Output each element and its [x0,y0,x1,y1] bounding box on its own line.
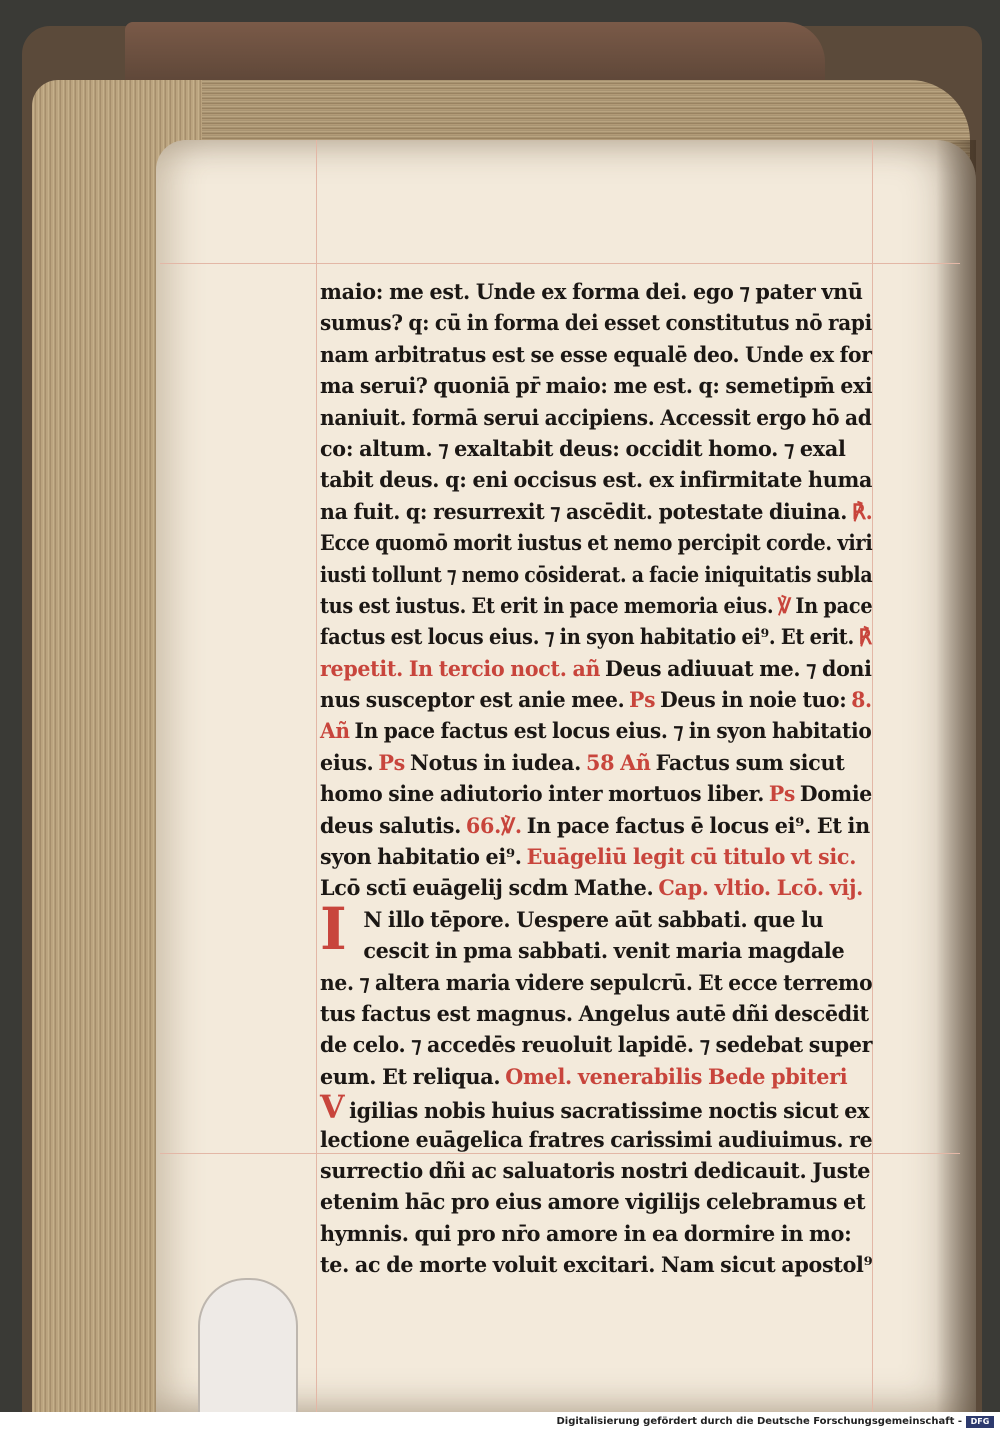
rubric-text: ℟. [851,498,873,524]
text-line [320,653,872,684]
text-line [320,621,872,652]
body-text: naniuit. formā serui accipiens. Accessit ergo hō ad [320,404,872,430]
body-text: Deus adiuuat me. ⁊ doni [605,655,872,681]
body-text: N illo tēpore. Uespere aūt sabbati. que lu [363,906,824,932]
text-line [320,715,872,746]
text-line [320,935,872,966]
body-text: homo sine adiutorio inter mortuos liber. [320,781,765,807]
gutter-shadow [936,140,976,1412]
body-text: ne. ⁊ altera maria videre sepulcrū. Et ecce terremo [320,969,873,995]
body-text: In pace [795,592,873,618]
rubric-text: repetit. In tercio noct. añ [320,655,601,681]
body-text: nus susceptor est anie mee. [320,687,625,713]
dfg-logo: DFG [966,1416,994,1428]
body-text: na fuit. q: resurrexit ⁊ ascēdit. potestate diuina. [320,498,848,524]
body-text: lectione euāgelica fratres carissimi audiuimus. re [320,1126,873,1152]
body-text: syon habitatio ei⁹. [320,844,522,870]
text-block [320,276,880,1281]
rubric-text: 8. [851,687,872,713]
body-text: surrectio dñi ac saluatoris nostri dedicauit. Juste [320,1157,871,1183]
body-text: Lcō sctī euāgelij scdm Mathe. [320,875,654,901]
text-line [320,307,872,338]
rubric-text: Cap. vltio. Lcō. vij. [658,875,864,901]
rubric-text: Añ [320,718,350,744]
body-text: tus factus est magnus. Angelus autē dñi descēdit [320,1000,869,1026]
text-line [320,339,872,370]
text-line [320,747,872,778]
text-line [320,496,873,527]
body-text: ma serui? quoniā pr̄ maio: me est. q: semetipm̄ exi [320,373,873,399]
text-line [320,590,873,621]
body-text: Ecce quomō morit iustus et nemo percipit corde. viri [320,530,873,556]
funding-credit: Digitalisierung gefördert durch die Deutsche Forschungsgemeinschaft - [556,1416,962,1427]
text-line [320,810,872,841]
text-line [320,276,872,307]
body-text: etenim hāc pro eius amore vigilijs celebramus et [320,1189,866,1215]
frame-rule-top [160,263,960,264]
body-text: deus salutis. [320,812,462,838]
rubric-text: ℟ [858,624,872,650]
body-text: maio: me est. Unde ex forma dei. ego ⁊ pater vnū [320,279,863,304]
frame-rule-left [316,140,317,1412]
body-text: In pace factus est locus eius. ⁊ in syon habitatio [354,718,872,744]
rubric-text: 66.℣. [465,812,522,838]
body-text: cescit in pma sabbati. venit maria magdale [363,938,845,964]
text-line [320,464,871,495]
text-line [320,1249,871,1280]
rubric-text: ℣ [777,592,791,618]
text-line [320,1061,872,1092]
text-line [320,967,873,998]
text-line [320,1186,872,1217]
text-line [320,872,872,903]
body-text: Factus sum sicut [655,749,845,775]
body-text: nam arbitratus est se esse equalē deo. Unde ex for [320,341,872,367]
rubric-text: Ps [629,687,656,713]
body-text: eius. [320,749,374,775]
text-line [320,778,872,809]
rubric-initial: V [320,1088,345,1127]
thumb-clip [198,1278,298,1412]
rubric-text: Euāgeliū legit cū titulo vt sic. [526,844,857,870]
body-text: eum. Et reliqua. [320,1063,501,1089]
rubric-text: 58 Añ [585,749,651,775]
text-line [320,370,873,401]
text-line [320,1218,872,1249]
body-text: In pace factus ē locus ei⁹. Et in [526,812,870,838]
body-text: te. ac de morte voluit excitari. Nam sicut apostol⁹ [320,1252,873,1278]
text-line [320,559,873,590]
rubric-text: Omel. venerabilis Bede pbiteri [505,1063,848,1089]
text-line [320,998,872,1029]
text-line [320,841,872,872]
rubric-initial: I [320,894,347,963]
body-text: Notus in iudea. [409,749,582,775]
text-line [320,1155,872,1186]
text-line [320,1088,872,1127]
body-text: Domie [799,781,872,807]
text-line [320,402,872,433]
text-line [320,1029,873,1060]
body-text: tus est iustus. Et erit in pace memoria eius. [320,592,774,618]
body-text: tabit deus. q: eni occisus est. ex infirmitate huma [320,467,873,493]
text-line [320,684,872,715]
text-line [320,527,873,558]
text-line [320,1124,873,1155]
body-text: igilias nobis huius sacratissime noctis sicut ex [349,1098,870,1124]
body-text: de celo. ⁊ accedēs reuoluit lapidē. ⁊ sedebat super [320,1032,873,1058]
body-text: hymnis. qui pro nr̄o amore in ea dormire in mo: [320,1220,852,1246]
rubric-text: Ps [768,781,796,807]
body-text: co: altum. ⁊ exaltabit deus: occidit homo. ⁊ exal [320,435,846,461]
digitization-footer [0,1412,1000,1432]
body-text: factus est locus eius. ⁊ in syon habitatio ei⁹. Et erit. [320,624,854,650]
body-text: sumus? q: cū in forma dei esset constitutus nō rapi [320,310,872,336]
text-line [320,433,872,464]
body-text: iusti tollunt ⁊ nemo cōsiderat. a facie iniquitatis subla [320,561,873,587]
rubric-text: Ps [378,749,406,775]
body-text: Deus in noie tuo: [660,687,847,713]
